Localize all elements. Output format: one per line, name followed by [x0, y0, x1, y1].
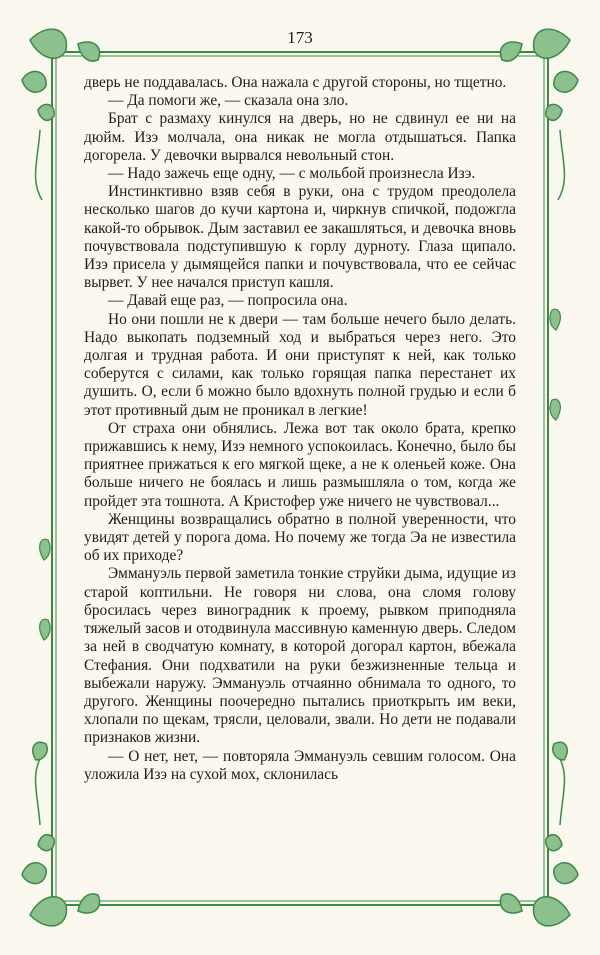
paragraph: — О нет, нет, — повторяла Эммануэль севшим голосом. Она уложила Изэ на сухой мох, склонилась: [84, 747, 516, 783]
paragraph: Инстинктивно взяв себя в руки, она с трудом преодолела несколько шагов до кучи картона и, чиркнув спичкой, подожгла какой-то обрывок. Дым заставил ее закашляться, и девочка вновь почувствовала подступившую к горлу дурноту. Глаза щипало. Изэ присела у дымящейся папки и почувствовала, что ее сейчас вырвет. У нее начался приступ кашля.: [84, 183, 516, 292]
paragraph: Брат с размаху кинулся на дверь, но не сдвинул ее ни на дюйм. Изэ молчала, она никак не могла отдышаться. Папка догорела. У девочки вырвался невольный стон.: [84, 110, 516, 164]
paragraph: Эммануэль первой заметила тонкие струйки дыма, идущие из старой коптильни. Не говоря ни слова, она сломя голову бросилась через виноградник к проему, рывком приподняла тяжелый засов и отодвинула массивную каменную дверь. Следом за ней в сводчатую комнату, в которой догорал картон, вбежала Стефания. Они подхватили на руки безжизненные тельца и выбежали наружу. Эммануэль отчаянно обнимала то одного, то другого. Женщины поочередно пытались приоткрыть им веки, хлопали по щекам, трясли, целовали, звали. Но дети не подавали признаков жизни.: [84, 565, 516, 747]
paragraph: Но они пошли не к двери — там больше нечего было делать. Надо выкопать подземный ход и выбраться через него. Это долгая и трудная работа. И они приступят к ней, как только соберутся с силами, как только горящая папка перестанет их душить. О, если б можно было вдохнуть полной грудью и если б этот противный дым не проникал в легкие!: [84, 310, 516, 419]
side-ornament-left-icon: [40, 539, 50, 640]
page-number: 173: [287, 28, 313, 47]
paragraph: — Да помоги же, — сказала она зло.: [108, 92, 349, 110]
paragraph: — Давай еще раз, — попросила она.: [108, 292, 348, 310]
paragraph: Женщины возвращались обратно в полной уверенности, что увидят детей у порога дома. Но почему же тогда Эа не известила об их приходе?: [84, 510, 516, 565]
side-ornament-right-icon: [550, 309, 560, 420]
body-text: [84, 74, 516, 784]
paragraph: дверь не поддавалась. Она нажала с другой стороны, но тщетно.: [84, 74, 507, 91]
paragraph: — Надо зажечь еще одну, — с мольбой произнесла Изэ.: [108, 165, 476, 183]
paragraph: От страха они обнялись. Лежа вот так около брата, крепко прижавшись к нему, Изэ немного успокоилась. Конечно, было бы приятнее прижаться к его мягкой щеке, а не к оленьей коже. Она больше ничего не боялась и лишь размышляла о том, когда же пройдет эта тошнота. А Кристофер уже ничего не чувствовал...: [84, 419, 516, 510]
